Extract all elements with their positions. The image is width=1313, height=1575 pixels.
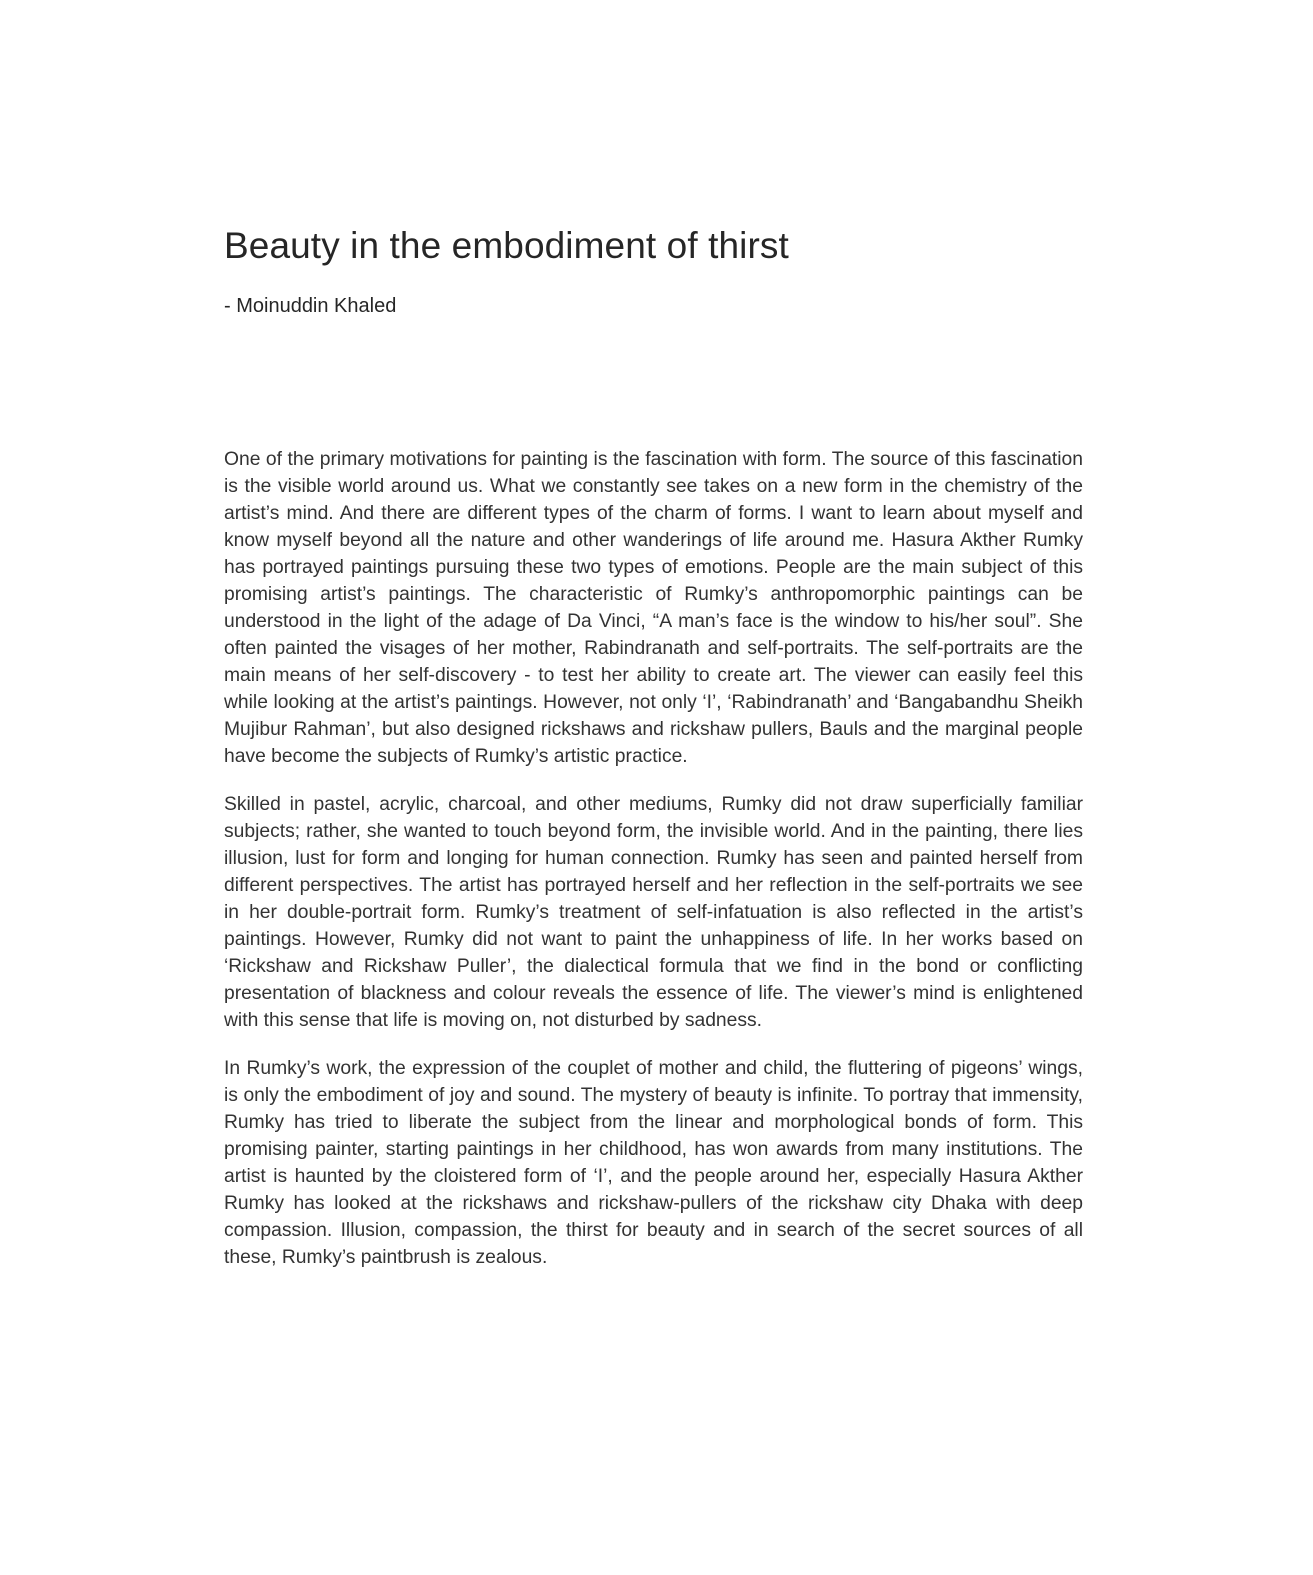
author-byline: - Moinuddin Khaled xyxy=(224,295,397,317)
body-paragraph-1: One of the primary motivations for painting is the fascination with form. The source of this fascination is the visible world around us. What we constantly see takes on a new form in the chemistry of the artist’s mind. And there are different types of the charm of forms. I want to learn about myself and know myself beyond all the nature and other wanderings of life around me. Hasura Akther Rumky has portrayed paintings pursuing these two types of emotions. People are the main subject of this promising artist’s paintings. The characteristic of Rumky’s anthropomorphic paintings can be understood in the light of the adage of Da Vinci, “A man’s face is the window to his/her soul”. She often painted the visages of her mother, Rabindranath and self-portraits. The self-portraits are the main means of her self-discovery - to test her ability to create art. The viewer can easily feel this while looking at the artist’s paintings. However, not only ‘I’, ‘Rabindranath’ and ‘Bangabandhu Sheikh Mujibur Rahman’, but also designed rickshaws and rickshaw pullers, Bauls and the marginal people have become the subjects of Rumky’s artistic practice. xyxy=(224,449,1083,767)
body-paragraph-3: In Rumky’s work, the expression of the couplet of mother and child, the fluttering of pigeons’ wings, is only the embodiment of joy and sound. The mystery of beauty is infinite. To portray that immensity, Rumky has tried to liberate the subject from the linear and morphological bonds of form. This promising painter, starting paintings in her childhood, has won awards from many institutions. The artist is haunted by the cloistered form of ‘I’, and the people around her, especially Hasura Akther Rumky has looked at the rickshaws and rickshaw-pullers of the rickshaw city Dhaka with deep compassion. Illusion, compassion, the thirst for beauty and in search of the secret sources of all these, Rumky’s paintbrush is zealous. xyxy=(224,1058,1083,1268)
article-title: Beauty in the embodiment of thirst xyxy=(224,225,789,266)
body-paragraph-2: Skilled in pastel, acrylic, charcoal, and other mediums, Rumky did not draw superficially familiar subjects; rather, she wanted to touch beyond form, the invisible world. And in the painting, there lies illusion, lust for form and longing for human connection. Rumky has seen and painted herself from different perspectives. The artist has portrayed herself and her reflection in the self-portraits we see in her double-portrait form. Rumky’s treatment of self-infatuation is also reflected in the artist’s paintings. However, Rumky did not want to paint the unhappiness of life. In her works based on ‘Rickshaw and Rickshaw Puller’, the dialectical formula that we find in the bond or conflicting presentation of blackness and colour reveals the essence of life. The viewer’s mind is enlightened with this sense that life is moving on, not disturbed by sadness. xyxy=(224,794,1083,1031)
article-body xyxy=(224,446,1083,1292)
